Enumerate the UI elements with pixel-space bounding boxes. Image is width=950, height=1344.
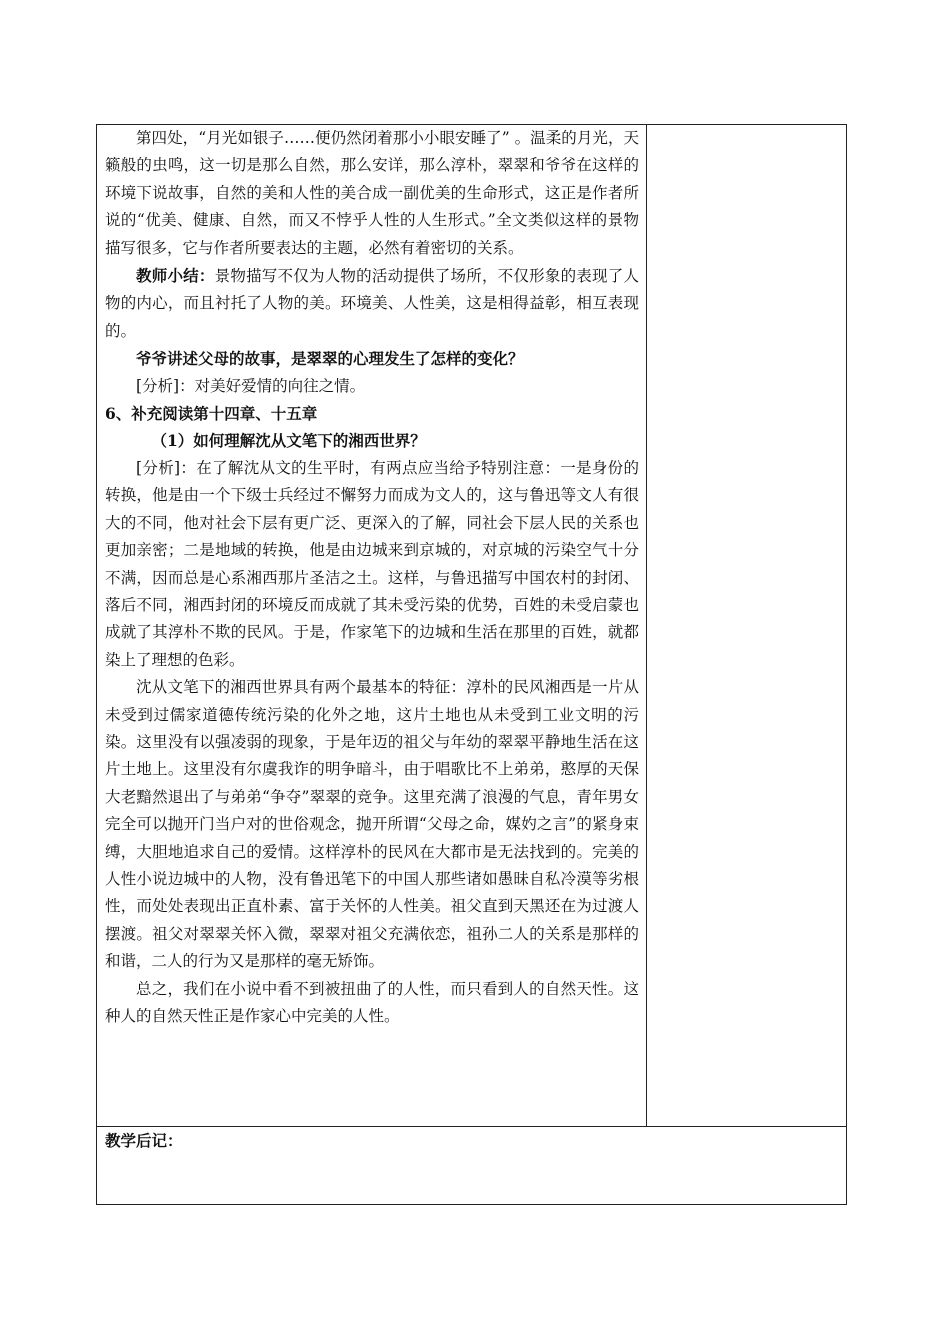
teacher-summary-label: 教师小结： xyxy=(136,266,215,286)
paragraph-conclusion: 总之，我们在小说中看不到被扭曲了的人性，而只看到人的自然天性。这种人的自然天性正是作家心中完美的人性。 xyxy=(105,979,639,1025)
teacher-summary-text: 景物描写不仅为人物的活动提供了场所，不仅形象的表现了人物的内心，而且衬托了人物的美。环境美、人性美，这是相得益彰，相互表现的。 xyxy=(105,267,639,340)
section-heading-supplementary: 6、补充阅读第十四章、十五章 xyxy=(105,404,318,424)
analysis-shen-congwen: [分析]：在了解沈从文的生平时，有两点应当给予特别注意：一是身份的转换，他是由一个下级士兵经过不懈努力而成为文人的，这与鲁迅等文人有很大的不同，他对社会下层有更广泛、更深入的了解，同社会下层人民的关系也更加亲密；二是地域的转换，他是由边城来到京城的，对京城的污染空气十分不满，因而总是心系湘西那片圣洁之土。这样，与鲁迅描写中国农村的封闭、落后不同，湘西封闭的环境反而成就了其未受污染的优势，百姓的未受启蒙也成就了其淳朴不欺的民风。于是，作家笔下的边城和生活在那里的百姓，就都染上了理想的色彩。 xyxy=(105,458,639,669)
column-divider xyxy=(646,125,647,1126)
teaching-afterword-label: 教学后记： xyxy=(105,1132,183,1150)
question-xiangxi-world: （1）如何理解沈从文笔下的湘西世界？ xyxy=(151,431,426,451)
paragraph-scene-four: 第四处，“月光如银子……便仍然闭着那小小眼安睡了” 。温柔的月光，天籁般的虫鸣，这一切是那么自然，那么安详，那么淳朴，翠翠和爷爷在这样的环境下说故事，自然的美和人性的美合成一副优美的生命形式，这正是作者所说的“优美、健康、自然，而又不悖乎人性的人生形式。”全文类似这样的景物描写很多，它与作者所要表达的主题，必然有着密切的关系。 xyxy=(105,129,639,257)
question-cuicui-change: 爷爷讲述父母的故事，是翠翠的心理发生了怎样的变化？ xyxy=(136,349,524,369)
lesson-table xyxy=(96,124,847,1205)
row-divider xyxy=(97,1126,846,1127)
analysis-love: [分析]：对美好爱情的向往之情。 xyxy=(136,376,366,395)
paragraph-xiangxi-features: 沈从文笔下的湘西世界具有两个最基本的特征：淳朴的民风湘西是一片从未受到过儒家道德传统污染的化外之地，这片土地也从未受到工业文明的污染。这里没有以强凌弱的现象，于是年迈的祖父与年幼的翠翠平静地生活在这片土地上。这里没有尔虞我诈的明争暗斗，由于唱歌比不上弟弟，憨厚的天保大老黯然退出了与弟弟“争夺”翠翠的竞争。这里充满了浪漫的气息，青年男女完全可以抛开门当户对的世俗观念，抛开所谓“父母之命，媒妁之言”的紧身束缚，大胆地追求自己的爱情。这样淳朴的民风在大都市是无法找到的。完美的人性小说边城中的人物，没有鲁迅笔下的中国人那些诸如愚昧自私冷漠等劣根性，而处处表现出正直朴素、富于关怀的人性美。祖父直到天黑还在为过渡人摆渡。祖父对翠翠关怀入微，翠翠对祖父充满依恋，祖孙二人的关系是那样的和谐，二人的行为又是那样的毫无矫饰。 xyxy=(105,678,639,971)
lesson-content-cell xyxy=(105,125,639,1030)
paragraph-teacher-summary xyxy=(105,262,639,345)
